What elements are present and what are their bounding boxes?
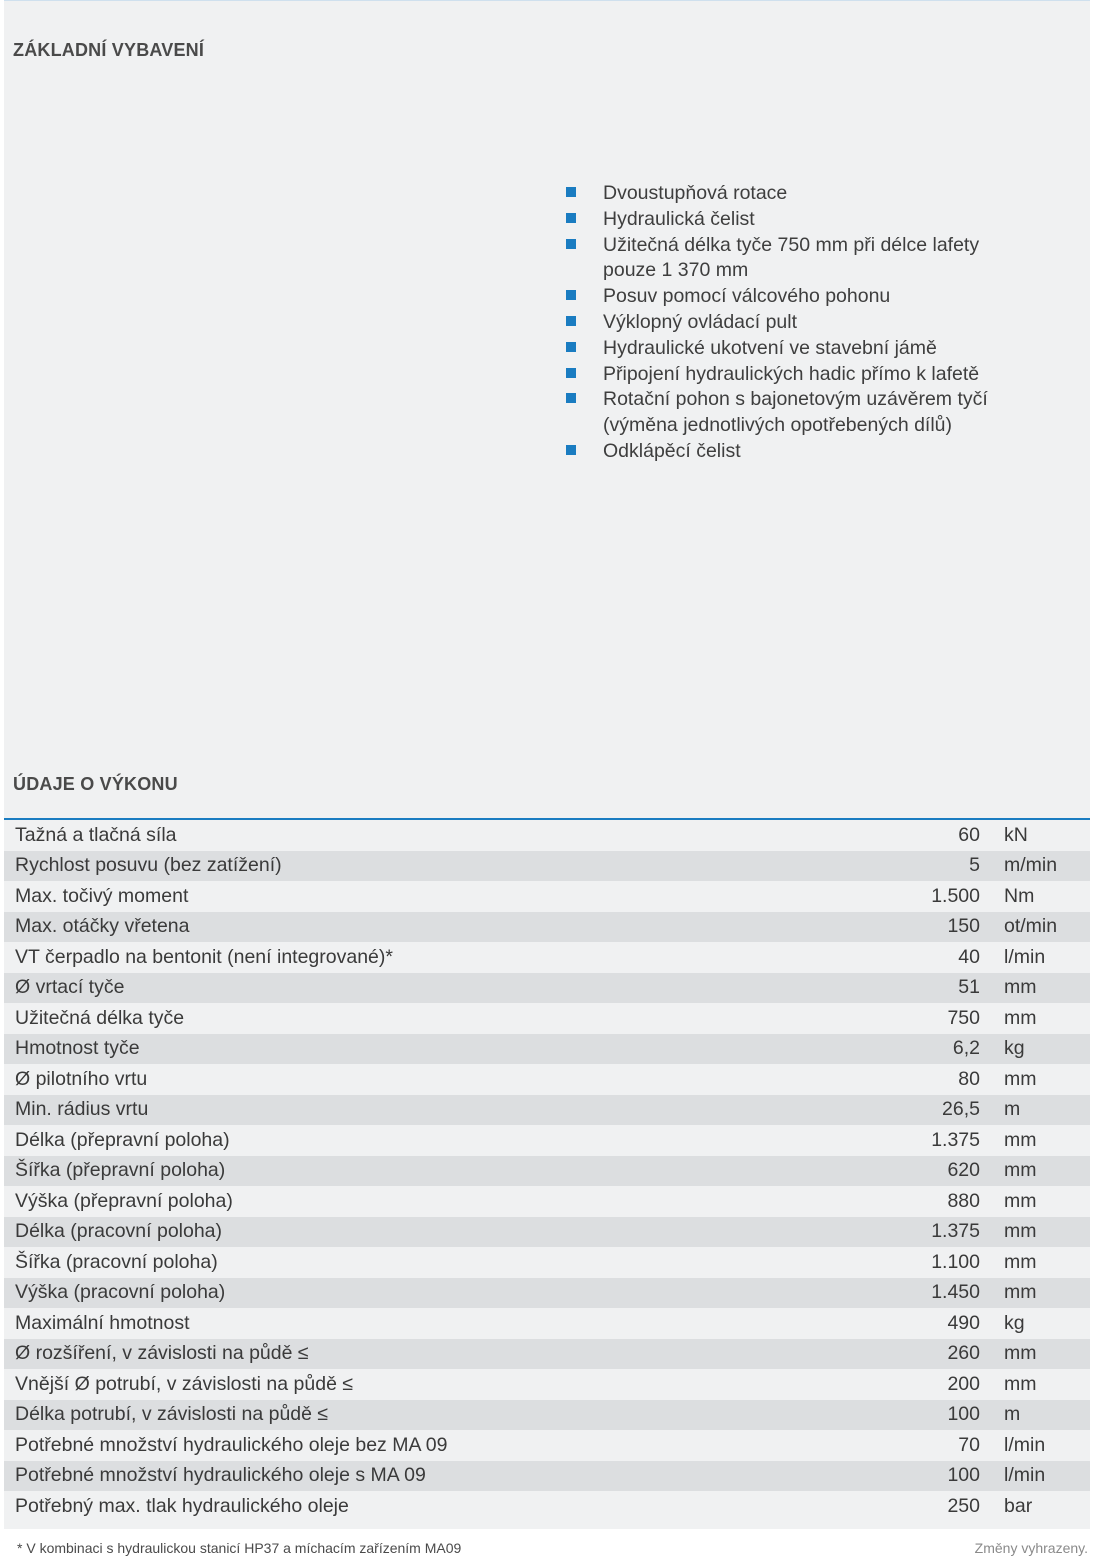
row-unit: bar	[1004, 1494, 1033, 1517]
row-value: 250	[947, 1494, 980, 1517]
table-row	[4, 1339, 1090, 1370]
feature-text: Užitečná délka tyče 750 mm při délce lafety	[603, 233, 980, 256]
square-bullet-icon	[566, 393, 576, 403]
feature-text: (výměna jednotlivých opotřebených dílů)	[603, 414, 953, 437]
row-value: 260	[947, 1342, 980, 1365]
row-value: 80	[958, 1067, 980, 1090]
row-unit: mm	[1004, 1342, 1037, 1365]
row-label: Potřebné množství hydraulického oleje s MA 09	[15, 1464, 426, 1487]
feature-item	[566, 310, 1036, 336]
row-unit: mm	[1004, 1128, 1037, 1151]
row-label: Potřebný max. tlak hydraulického oleje	[15, 1494, 349, 1517]
changes-reserved-note: Změny vyhrazeny.	[974, 1540, 1088, 1556]
table-row	[4, 1369, 1090, 1400]
row-label: Min. rádius vrtu	[15, 1098, 149, 1121]
feature-text: pouze 1 370 mm	[603, 259, 749, 282]
row-label: VT čerpadlo na bentonit (není integrované)*	[15, 945, 393, 968]
square-bullet-icon	[566, 213, 576, 223]
row-value: 6,2	[952, 1037, 980, 1060]
feature-text: Dvoustupňová rotace	[603, 182, 788, 204]
table-row	[4, 1217, 1090, 1248]
row-value: 26,5	[942, 1098, 980, 1121]
row-label: Tažná a tlačná síla	[15, 823, 177, 846]
row-value: 5	[969, 854, 980, 877]
feature-item	[566, 233, 1036, 285]
footnote: * V kombinaci s hydraulickou stanicí HP37 a míchacím zařízením MA09	[17, 1540, 462, 1556]
table-row	[4, 1034, 1090, 1065]
row-unit: m	[1004, 1403, 1021, 1426]
row-label: Rychlost posuvu (bez zatížení)	[15, 854, 282, 877]
row-value: 200	[947, 1372, 980, 1395]
row-unit: kg	[1004, 1037, 1025, 1060]
square-bullet-icon	[566, 239, 576, 249]
row-label: Výška (pracovní poloha)	[15, 1281, 226, 1304]
feature-text: Rotační pohon s bajonetovým uzávěrem tyčí	[603, 388, 988, 411]
row-value: 750	[947, 1006, 980, 1029]
row-label: Ø vrtací tyče	[15, 976, 125, 999]
row-value: 60	[958, 823, 980, 846]
row-value: 1.450	[931, 1281, 980, 1304]
table-row	[4, 881, 1090, 912]
row-value: 100	[947, 1403, 980, 1426]
row-unit: l/min	[1004, 945, 1046, 968]
table-row	[4, 1308, 1090, 1339]
feature-text: Připojení hydraulických hadic přímo k lafetě	[603, 362, 980, 385]
feature-text: Hydraulická čelist	[603, 207, 755, 230]
square-bullet-icon	[566, 316, 576, 326]
table-row	[4, 1247, 1090, 1278]
feature-text: Hydraulické ukotvení ve stavební jámě	[603, 336, 937, 359]
row-value: 100	[947, 1464, 980, 1487]
row-value: 1.100	[931, 1250, 980, 1273]
table-row	[4, 1156, 1090, 1187]
row-value: 490	[947, 1311, 980, 1334]
row-value: 880	[947, 1189, 980, 1212]
row-unit: l/min	[1004, 1433, 1046, 1456]
square-bullet-icon	[566, 445, 576, 455]
row-label: Ø rozšíření, v závislosti na půdě ≤	[15, 1342, 309, 1365]
row-value: 40	[958, 945, 980, 968]
table-row	[4, 1278, 1090, 1309]
row-value: 1.375	[931, 1128, 980, 1151]
row-unit: kN	[1004, 823, 1028, 846]
table-row	[4, 1430, 1090, 1461]
row-label: Potřebné množství hydraulického oleje bez MA 09	[15, 1433, 448, 1456]
row-unit: l/min	[1004, 1464, 1046, 1487]
table-row	[4, 820, 1090, 851]
row-label: Max. otáčky vřetena	[15, 915, 190, 938]
table-row	[4, 1064, 1090, 1095]
feature-item	[566, 284, 1036, 310]
row-label: Délka (pracovní poloha)	[15, 1220, 223, 1243]
table-row	[4, 1095, 1090, 1126]
table-row	[4, 973, 1090, 1004]
feature-text: Odklápěcí čelist	[603, 439, 741, 462]
row-unit: mm	[1004, 1159, 1037, 1182]
row-label: Šířka (přepravní poloha)	[15, 1159, 226, 1182]
table-row	[4, 1400, 1090, 1431]
row-unit: mm	[1004, 1189, 1037, 1212]
square-bullet-icon	[566, 290, 576, 300]
row-unit: m	[1004, 1098, 1021, 1121]
row-label: Délka (přepravní poloha)	[15, 1128, 230, 1151]
row-unit: mm	[1004, 1250, 1037, 1273]
row-label: Užitečná délka tyče	[15, 1006, 185, 1029]
row-unit: mm	[1004, 1281, 1037, 1304]
row-label: Výška (přepravní poloha)	[15, 1189, 233, 1212]
row-unit: Nm	[1004, 884, 1035, 907]
row-unit: ot/min	[1004, 915, 1058, 938]
row-unit: mm	[1004, 976, 1037, 999]
feature-text: Výklopný ovládací pult	[603, 310, 798, 333]
row-label: Ø pilotního vrtu	[15, 1067, 148, 1090]
square-bullet-icon	[566, 342, 576, 352]
row-label: Hmotnost tyče	[15, 1037, 140, 1060]
feature-text: Posuv pomocí válcového pohonu	[603, 285, 891, 308]
table-row	[4, 1186, 1090, 1217]
performance-heading: ÚDAJE O VÝKONU	[13, 774, 178, 794]
table-row	[4, 942, 1090, 973]
row-unit: mm	[1004, 1067, 1037, 1090]
table-row	[4, 912, 1090, 943]
row-value: 1.375	[931, 1220, 980, 1243]
square-bullet-icon	[566, 368, 576, 378]
feature-item	[566, 181, 1036, 207]
row-value: 150	[947, 915, 980, 938]
feature-item	[566, 336, 1036, 362]
feature-item	[566, 439, 1036, 465]
feature-list	[566, 181, 1036, 465]
row-label: Šířka (pracovní poloha)	[15, 1250, 218, 1273]
performance-table	[4, 820, 1090, 1522]
row-unit: mm	[1004, 1006, 1037, 1029]
row-unit: mm	[1004, 1220, 1037, 1243]
row-label: Délka potrubí, v závislosti na půdě ≤	[15, 1403, 329, 1426]
row-value: 620	[947, 1159, 980, 1182]
row-label: Max. točivý moment	[15, 884, 189, 907]
row-label: Maximální hmotnost	[15, 1311, 190, 1334]
row-label: Vnější Ø potrubí, v závislosti na půdě ≤	[15, 1372, 354, 1395]
square-bullet-icon	[566, 187, 576, 197]
row-unit: m/min	[1004, 854, 1058, 877]
table-row	[4, 1491, 1090, 1522]
basic-equipment-heading: ZÁKLADNÍ VYBAVENÍ	[13, 40, 205, 60]
feature-item	[566, 207, 1036, 233]
table-row	[4, 1461, 1090, 1492]
feature-item	[566, 387, 1036, 439]
row-value: 70	[958, 1433, 980, 1456]
table-row	[4, 851, 1090, 882]
feature-item	[566, 362, 1036, 388]
table-row	[4, 1003, 1090, 1034]
row-unit: kg	[1004, 1311, 1025, 1334]
row-value: 1.500	[931, 884, 980, 907]
table-row	[4, 1125, 1090, 1156]
row-value: 51	[958, 976, 980, 999]
row-unit: mm	[1004, 1372, 1037, 1395]
